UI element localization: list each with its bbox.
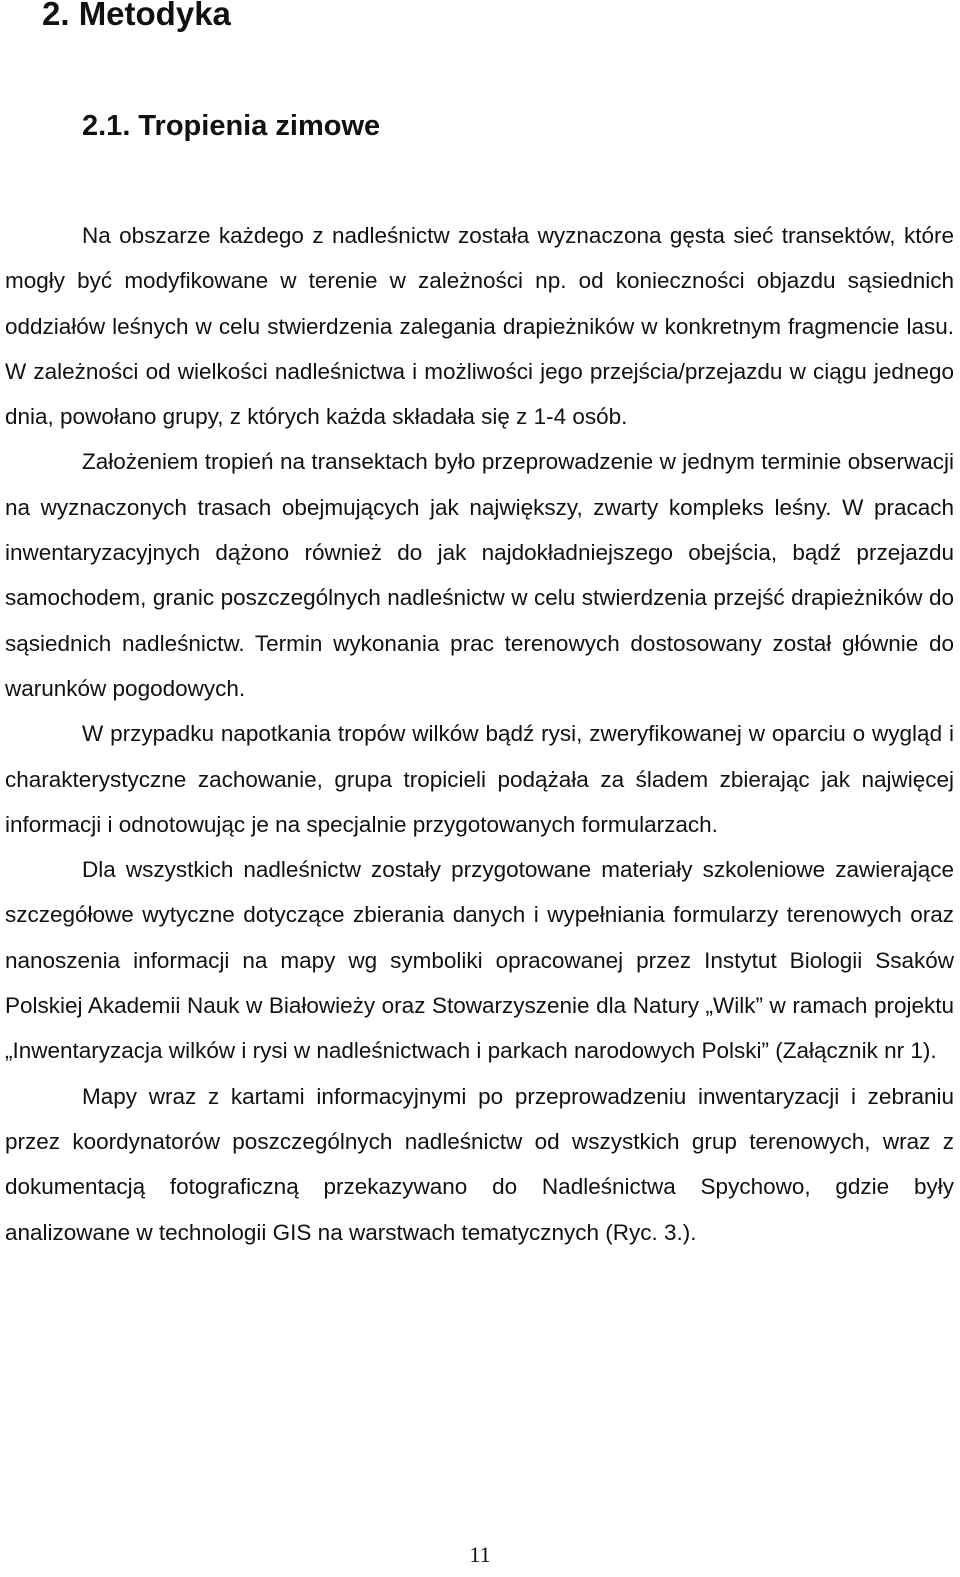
page-number: 11 <box>469 1542 491 1567</box>
subsection-heading: 2.1. Tropienia zimowe <box>82 110 381 142</box>
body-text <box>5 213 954 1255</box>
paragraph-maps-analysis: Mapy wraz z kartami informacyjnymi po przeprowadzeniu inwentaryzacji i zebraniu przez koordynatorów poszczególnych nadleśnictw od wszystkich grup terenowych, wraz z dokumentacją fotograficzną przekazywano do Nadleśnictwa Spychowo, gdzie były analizowane w technologii GIS na warstwach tematycznych (Ryc. 3.). <box>5 1083 954 1245</box>
paragraph-transects: Na obszarze każdego z nadleśnictw została wyznaczona gęsta sieć transektów, które mogły być modyfikowane w terenie w zależności np. od konieczności objazdu sąsiednich oddziałów leśnych w celu stwierdzenia zalegania drapieżników w konkretnym fragmencie lasu. W zależności od wielkości nadleśnictwa i możliwości jego przejścia/przejazdu w ciągu jednego dnia, powołano grupy, z których każda składała się z 1-4 osób. <box>5 223 954 430</box>
paragraph-assumptions: Założeniem tropień na transektach było przeprowadzenie w jednym terminie obserwacji na wyznaczonych trasach obejmujących jak największy, zwarty kompleks leśny. W pracach inwentaryzacyjnych dążono również do jak najdokładniejszego obejścia, bądź przejazdu samochodem, granic poszczególnych nadleśnictw w celu stwierdzenia przejść drapieżników do sąsiednich nadleśnictw. Termin wykonania prac terenowych dostosowany został głównie do warunków pogodowych. <box>5 449 954 701</box>
paragraph-tracking: W przypadku napotkania tropów wilków bądź rysi, zweryfikowanej w oparciu o wygląd i charakterystyczne zachowanie, grupa tropicieli podążała za śladem zbierając jak najwięcej informacji i odnotowując je na specjalnie przygotowanych formularzach. <box>5 721 954 837</box>
paragraph-training-materials: Dla wszystkich nadleśnictw zostały przygotowane materiały szkoleniowe zawierające szczegółowe wytyczne dotyczące zbierania danych i wypełniania formularzy terenowych oraz nanoszenia informacji na mapy wg symboliki opracowanej przez Instytut Biologii Ssaków Polskiej Akademii Nauk w Białowieży oraz Stowarzyszenie dla Natury „Wilk” w ramach projektu „Inwentaryzacja wilków i rysi w nadleśnictwach i parkach narodowych Polski” (Załącznik nr 1). <box>5 857 954 1064</box>
section-heading: 2. Metodyka <box>42 0 231 32</box>
